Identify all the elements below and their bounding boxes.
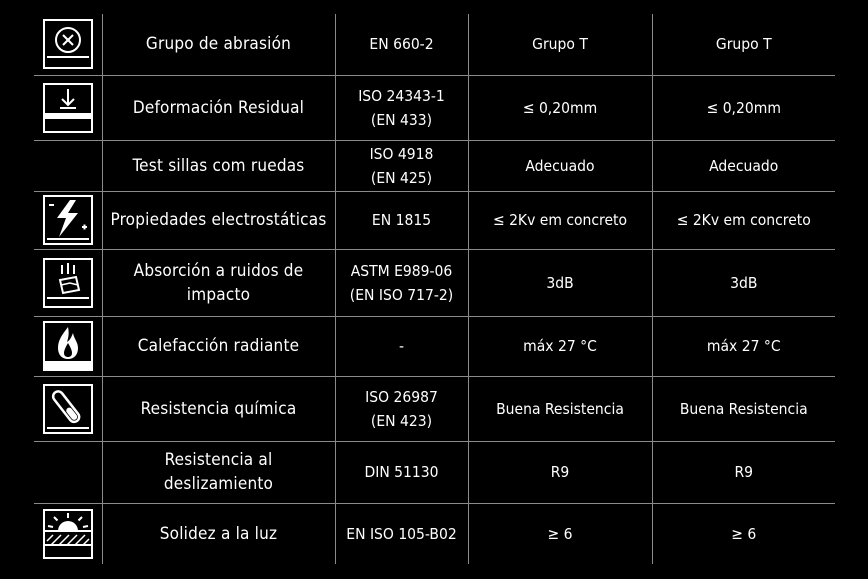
value-cell: ≤ 0,20mm (652, 75, 835, 140)
table-row (34, 249, 835, 316)
icon-cell (34, 316, 102, 376)
value-cell: máx 27 °C (652, 316, 835, 376)
icon-cell (34, 140, 102, 191)
value-cell: ≤ 2Kv em concreto (468, 191, 652, 249)
table-row (34, 191, 835, 249)
norm-cell: ISO 24343-1 (EN 433) (335, 75, 468, 140)
value-cell: R9 (468, 441, 652, 503)
norm-cell: EN 1815 (335, 191, 468, 249)
indentation-icon (43, 83, 93, 133)
value-cell: Adecuado (652, 140, 835, 191)
table-row (34, 75, 835, 140)
light-fastness-icon (43, 509, 93, 559)
value-cell: 3dB (468, 249, 652, 316)
value-cell: R9 (652, 441, 835, 503)
specifications-table (34, 14, 835, 564)
icon-cell (34, 249, 102, 316)
property-cell: Deformación Residual (102, 75, 335, 140)
value-cell: Adecuado (468, 140, 652, 191)
value-cell: 3dB (652, 249, 835, 316)
icon-cell (34, 503, 102, 564)
electrostatic-icon (43, 195, 93, 245)
norm-cell: EN 660-2 (335, 14, 468, 75)
norm-cell: EN ISO 105-B02 (335, 503, 468, 564)
impact-sound-icon (43, 258, 93, 308)
value-cell: ≤ 2Kv em concreto (652, 191, 835, 249)
property-cell: Calefacción radiante (102, 316, 335, 376)
property-cell: Resistencia al deslizamiento (102, 441, 335, 503)
chemical-resistance-icon (43, 384, 93, 434)
value-cell: ≤ 0,20mm (468, 75, 652, 140)
table-row (34, 140, 835, 191)
norm-cell: ISO 26987 (EN 423) (335, 376, 468, 441)
icon-cell (34, 376, 102, 441)
icon-cell (34, 75, 102, 140)
value-cell: Grupo T (652, 14, 835, 75)
table-row (34, 14, 835, 75)
norm-cell: ASTM E989-06 (EN ISO 717-2) (335, 249, 468, 316)
property-cell: Solidez a la luz (102, 503, 335, 564)
icon-cell (34, 441, 102, 503)
abrasion-icon (43, 19, 93, 69)
value-cell: Buena Resistencia (652, 376, 835, 441)
underfloor-heating-icon (43, 321, 93, 371)
norm-cell: - (335, 316, 468, 376)
table-row (34, 376, 835, 441)
property-cell: Test sillas com ruedas (102, 140, 335, 191)
table-row (34, 441, 835, 503)
property-cell: Resistencia química (102, 376, 335, 441)
icon-cell (34, 191, 102, 249)
value-cell: ≥ 6 (731, 524, 757, 543)
value-cell: máx 27 °C (468, 316, 652, 376)
property-cell: Grupo de abrasión (102, 14, 335, 75)
icon-cell (34, 14, 102, 75)
value-cell: Grupo T (468, 14, 652, 75)
value-cell: ≥ 6 (468, 503, 652, 564)
table-row (34, 503, 835, 564)
property-cell: Absorción a ruidos de impacto (102, 249, 335, 316)
value-cell: Buena Resistencia (468, 376, 652, 441)
norm-cell: ISO 4918 (EN 425) (335, 140, 468, 191)
table-row (34, 316, 835, 376)
norm-cell: DIN 51130 (335, 441, 468, 503)
property-cell: Propiedades electrostáticas (102, 191, 335, 249)
